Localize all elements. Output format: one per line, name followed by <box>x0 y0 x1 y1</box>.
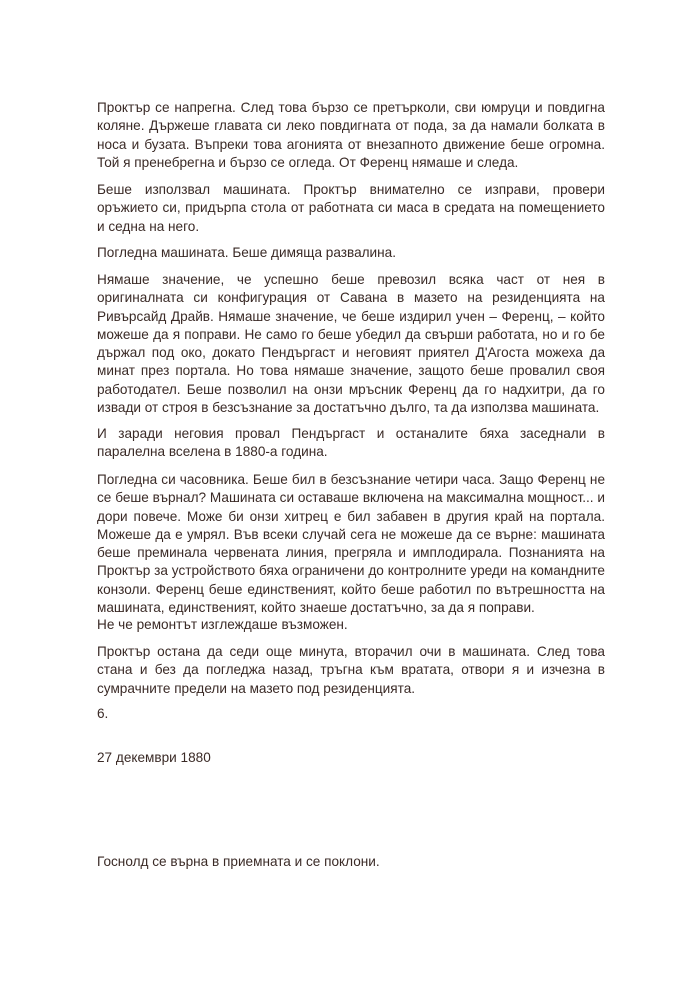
paragraph-machine-used: Беше използвал машината. Проктър внимателно се изправи, провери оръжието си, придърпа стола от работната си маса в средата на помещението и седна на него. <box>97 182 605 234</box>
paragraph-no-matter: Нямаше значение, че успешно беше превозил всяка част от нея в оригиналната си конфигурация от Савана в мазето на резиденцията на Ривърсайд Драйв. Нямаше значение, че беше издирил учен – Ференц, – който можеше да я поправи. Не само го беше убедил да свърши работата, но и го бе държал под око, докато Пендъргаст и неговият приятел Д'Агоста можеха да минат през портала. Но това нямаше значение, защото беше провалил своя работодател. Беше позволил на онзи мръсник Ференц да го надхитри, да го извади от строя в безсъзнание за достатъчно дълго, та да използва машината. <box>97 272 605 416</box>
chapter-number: 6. <box>97 706 109 721</box>
chapter-date: 27 декември 1880 <box>97 750 211 765</box>
paragraph-gosnold: Госнолд се върна в приемната и се поклони. <box>97 854 380 869</box>
paragraph-proctor-rolls: Прoктър се напрегна. След това бързо се претърколи, сви юмруци и повдигна коляне. Държеше главата си леко повдигната от пода, за да намали болката в носа и бузата. Въпреки това агонията от внезапното движение беше огромна. Той я пренебрегна и бързо се огледа. От Ференц нямаше и следа. <box>97 100 605 170</box>
paragraph-proctor-leaves: Проктър остана да седи още минута, вторачил очи в машината. След това стана и без да погледжа назад, тръгна към вратата, отвори я и изчезна в сумрачните предели на мазето под резиденцията. <box>97 644 605 696</box>
paragraph-watch: Погледна си часовника. Беше бил в безсъзнание четири часа. Защо Ференц не се беше върнал? Машината си оставаше включена на максимална мощност... и дори повече. Може би онзи хитрец е бил забавен в другия край на портала. Можеше да е умрял. Във всеки случай сега не можеше да се върне: машината беше преминала червената линия, прегряла и имплодирала. Познанията на Проктър за устройството бяха ограничени до контролните уреди на командните конзоли. Ференц беше единственият, който беше работил по вътрешността на машината, единственият, който знаеше достатъчно, за да я поправи. <box>97 472 605 616</box>
paragraph-repair-impossible: Не че ремонтът изглеждаше възможен. <box>97 617 348 632</box>
paragraph-smoking-wreck: Погледна машината. Беше димяща развалина. <box>97 245 396 260</box>
paragraph-stranded: И заради неговия провал Пендъргаст и останалите бяха заседнали в паралелна вселена в 1880-а година. <box>97 426 605 460</box>
